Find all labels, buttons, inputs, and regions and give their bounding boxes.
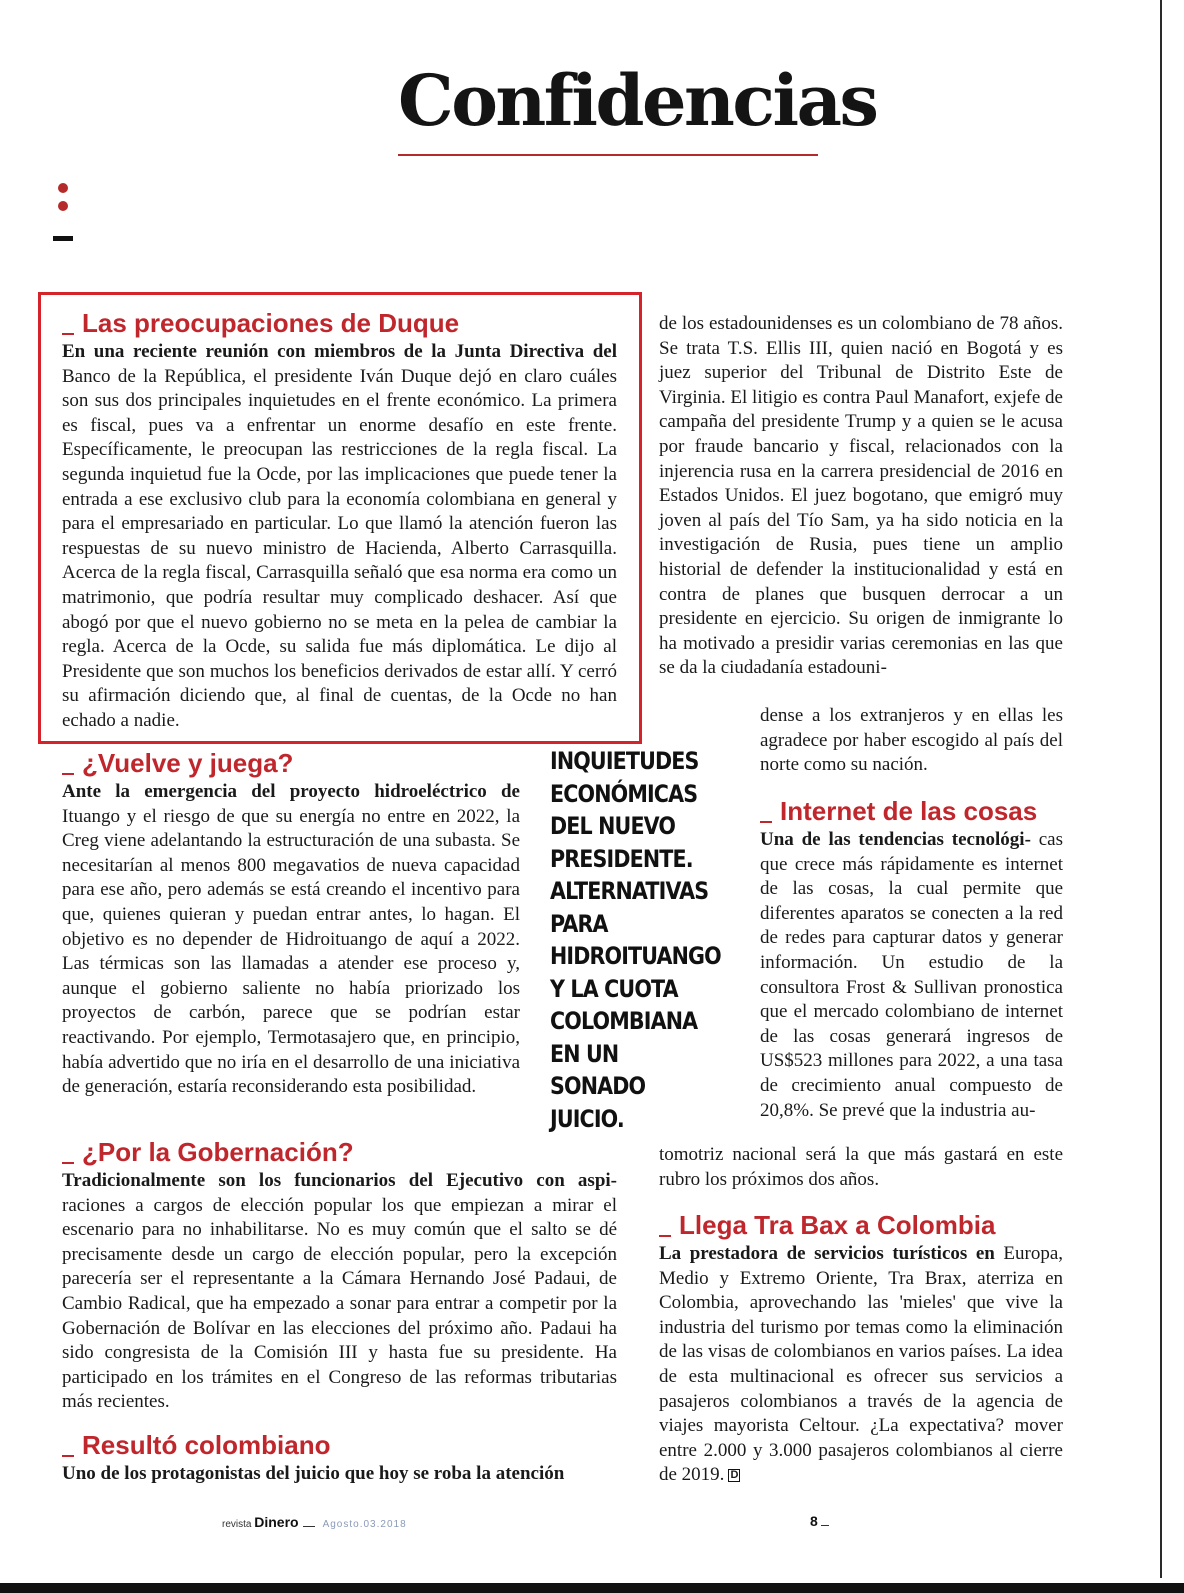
page-number-dash-icon <box>821 1525 829 1526</box>
article-body: Banco de la República, el presidente Iván Duque dejó en claro cuáles son sus dos principales inquietudes en el frente económico. La primera es fiscal, pues va a enfrentar un enorme desafío en este frente. Específicamente, le preocupan las restricciones de la regla fiscal. La segunda inquietud fue la Ocde, por las implicaciones que puede tener la entrada a ese exclusivo club para la economía colombiana en general y para el empresariado en particular. Lo que llamó la atención fueron las respuestas de su nuevo ministro de Hacienda, Alberto Carrasquilla. Acerca de la regla fiscal, Carrasquilla señaló que esa norma era como un matrimonio, que podría resultar muy complicado deshacer. Así que abogó por que el nuevo gobierno no se meta en la pelea de cambiar la regla. Acerca de la Ocde, su salida fue más diplomática. Le dijo al Presidente que son muchos los beneficios derivados de estar allí. Y cerró su afirmación diciendo que, al final de cuentas, de la Ocde no han echado a nadie. <box>62 365 617 731</box>
section-title: Confidencias <box>398 59 877 142</box>
article-headline: ¿Vuelve y juega? <box>62 748 520 778</box>
headline-dash-icon <box>62 333 74 335</box>
footer-dash-icon <box>303 1526 315 1527</box>
decorative-dot-icon <box>58 183 68 193</box>
article-lead: Uno de los protagonistas del juicio que hoy se roba la atención <box>62 1463 565 1484</box>
article-text <box>62 780 520 1100</box>
article-continuation <box>659 312 1063 681</box>
title-underline <box>398 154 818 156</box>
article-tra-bax <box>659 1210 1063 1488</box>
article-body: raciones a cargos de elección popular los que empiezan a mirar el escenario para no inhabilitarse. No es muy común que el salto se dé precisamente desde un cargo de elección popular, pero la excepción parecería ser el representante a la Cámara Hernando José Padaui, de Cambio Radical, que ha empezado a sonar para entrar a competir por la Gobernación de Bolívar en las elecciones del próximo año. Padaui ha sido congresista de la Comisión III y hasta fue su presidente. Ha participado en los trámites en el Congreso de las reformas tributarias más recientes. <box>62 1194 617 1413</box>
section-masthead <box>398 59 877 142</box>
headline-dash-icon <box>760 821 772 823</box>
decorative-dot-icon <box>58 201 68 211</box>
headline-dash-icon <box>659 1235 671 1237</box>
article-lead: La prestadora de servicios turísticos en <box>659 1243 995 1264</box>
article-body: tomotriz nacional será la que más gastará en este rubro los próximos dos años. <box>659 1144 1063 1190</box>
scan-bottom-edge <box>0 1583 1184 1593</box>
headline-dash-icon <box>62 773 74 775</box>
headline-dash-icon <box>62 1455 74 1457</box>
page-footer <box>222 1514 407 1530</box>
headline-dash-icon <box>62 1162 74 1164</box>
footer-date: Agosto.03.2018 <box>322 1519 407 1530</box>
article-text <box>62 340 617 734</box>
article-headline: ¿Por la Gobernación? <box>62 1137 617 1167</box>
article-body: Ituango y el riesgo de que su energía no entre en 2022, la Creg viene adelantando la estructuración de una subasta. Se necesitarían al menos 800 megavatios de nueva capacidad para ese año, pero además se está creando el incentivo para que, quienes quieran y puedan entrar antes, lo hagan. El objetivo es no depender de Hidroituango de aquí a 2022. Las térmicas son las llamadas a atender ese proceso y, aunque el gobierno saliente no había priorizado los proyectos de carbón, parece que se podrían estar reactivando. Por ejemplo, Termotasajero que, en principio, había advertido que no iría en el desarrollo de una iniciativa de generación, estaría reconsiderando esta posibilidad. <box>62 805 520 1098</box>
article-internet-de-las-cosas <box>760 796 1063 1123</box>
article-lead: En una reciente reunión con miembros de la Junta Directiva del <box>62 341 617 362</box>
article-gobernacion <box>62 1137 617 1415</box>
article-headline: Resultó colombiano <box>62 1430 617 1460</box>
article-resulto-colombiano <box>62 1430 617 1487</box>
pull-quote: INQUIETUDES ECONÓMICAS DEL NUEVO PRESIDENTE. ALTERNATIVAS PARA HIDROITUANGO Y LA CUOTA COLOMBIANA EN UN SONADO JUICIO. <box>550 747 721 1133</box>
article-headline: Las preocupaciones de Duque <box>62 308 617 338</box>
article-continuation-indented <box>760 704 1063 778</box>
article-body: cas que crece más rápidamente es internet de las cosas, la cual permite que diferentes aparatos se conecten a la red de redes para capturar datos y generar información. Un estudio de la consultora Frost & Sullivan pronostica que el mercado colombiano de internet de las cosas generará ingresos de US$523 millones para 2022, a una tasa de crecimiento anual compuesto de 20,8%. Se prevé que la industria au- <box>760 829 1063 1121</box>
article-vuelve-y-juega <box>62 748 520 1100</box>
article-duque <box>62 308 617 734</box>
article-body: Europa, Medio y Extremo Oriente, Tra Brax, aterriza en Colombia, aprovechando las 'mieles' que vive la industria del turismo por temas como la eliminación de las visas de colombianos en varios países. La idea de esta multinacional es ofrecer sus servicios a pasajeros colombianos a través de la agencia de viajes mayorista Celtour. ¿La expectativa? mover entre 2.000 y 3.000 pasajeros colombianos al cierre de 2019. <box>659 1243 1064 1486</box>
article-body: dense a los extranjeros y en ellas les agradece por haber escogido al país del norte como su nación. <box>760 705 1063 776</box>
article-continuation <box>659 1143 1063 1192</box>
article-text <box>760 828 1063 1123</box>
article-lead: Una de las tendencias tecnológi- <box>760 829 1031 850</box>
footer-brand: Dinero <box>254 1514 299 1530</box>
article-lead: Ante la emergencia del proyecto hidroeléctrico de <box>62 781 520 802</box>
page-edge-line <box>1160 0 1162 1578</box>
end-of-article-icon: D <box>730 1469 739 1482</box>
article-headline: Llega Tra Bax a Colombia <box>659 1210 1063 1240</box>
article-body: de los estadounidenses es un colombiano de 78 años. Se trata T.S. Ellis III, quien nació en Bogotá y es juez superior del Tribunal de Distrito Este de Virginia. El litigio es contra Paul Manafort, exjefe de campaña del presidente Trump y a quien se le acusa por fraude bancario y fiscal, relacionados con la injerencia rusa en la carrera presidencial de 2016 en Estados Unidos. El juez bogotano, que emigró muy joven al país del Tío Sam, ya ha sido noticia en la investigación de Rusia, pues tiene un amplio historial de defender la institucionalidad y está en contra de planes que busquen derrocar a un presidente en ejercicio. Su origen de inmigrante lo ha motivado a presidir varias ceremonias en las que se da la ciudadanía estadouni- <box>659 313 1063 679</box>
article-text <box>659 1242 1063 1488</box>
page-number: 8 <box>810 1513 829 1529</box>
article-text <box>62 1169 617 1415</box>
decorative-dash-icon <box>53 236 73 241</box>
article-headline: Internet de las cosas <box>760 796 1063 826</box>
article-lead: Tradicionalmente son los funcionarios del Ejecutivo con aspi- <box>62 1170 617 1191</box>
footer-prefix: revista <box>222 1519 252 1530</box>
